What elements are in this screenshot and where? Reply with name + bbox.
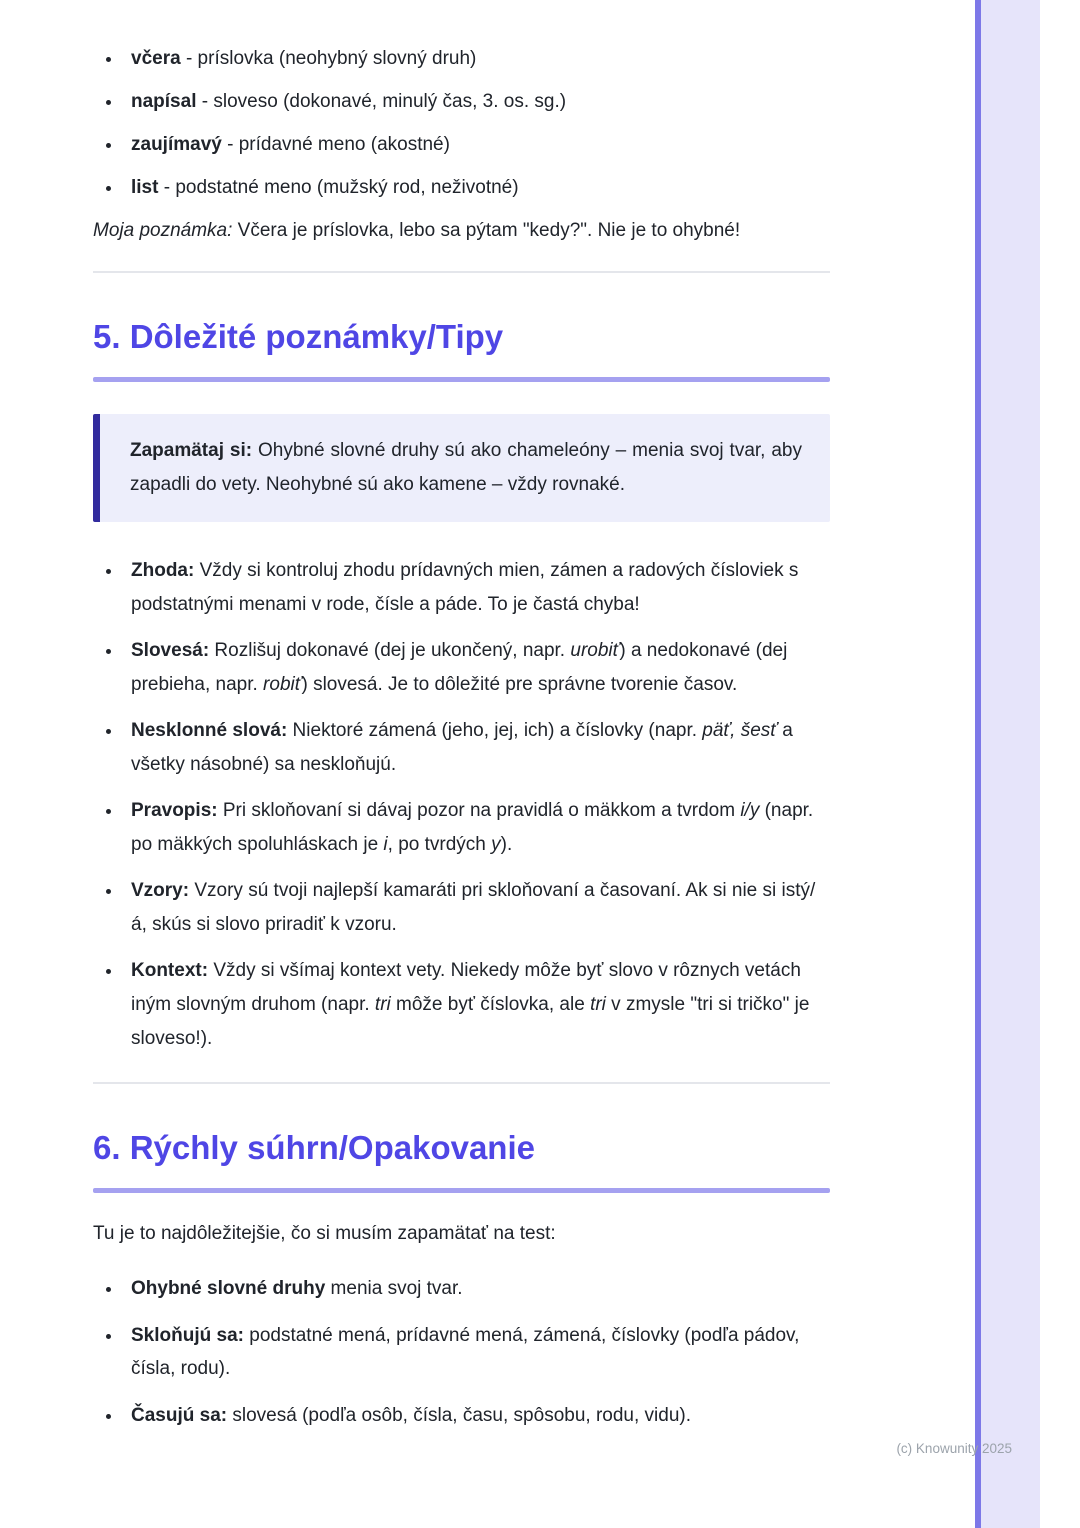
list-item: • Zhoda: Vždy si kontroluj zhodu prídavných mien, zámen a radových čísloviek s podstatnými menami v rode, čísle a páde. To je častá chyba!	[123, 554, 830, 622]
list-item: • Časujú sa: slovesá (podľa osôb, čísla, času, spôsobu, rodu, vidu).	[123, 1399, 830, 1432]
list-item: • zaujímavý - prídavné meno (akostné)	[123, 130, 830, 159]
word-analysis-list	[93, 44, 830, 202]
list-item: • list - podstatné meno (mužský rod, neživotné)	[123, 173, 830, 202]
list-item: • včera - príslovka (neohybný slovný druh)	[123, 44, 830, 73]
list-item: • Pravopis: Pri skloňovaní si dávaj pozor na pravidlá o mäkkom a tvrdom i/y (napr. po mäkkých spoluhláskach je i, po tvrdých y).	[123, 794, 830, 862]
callout-text: Zapamätaj si: Ohybné slovné druhy sú ako chameleóny – menia svoj tvar, aby zapadli do vety. Neohybné sú ako kamene – vždy rovnaké.	[130, 440, 802, 495]
right-accent-strip	[975, 0, 1040, 1528]
summary-list	[93, 1272, 830, 1432]
personal-note: Moja poznámka: Včera je príslovka, lebo sa pýtam "kedy?". Nie je to ohybné!	[93, 220, 741, 241]
callout-box	[93, 414, 830, 522]
list-item: • Skloňujú sa: podstatné mená, prídavné mená, zámená, číslovky (podľa pádov, čísla, rodu).	[123, 1319, 830, 1385]
section-6-title: 6. Rýchly súhrn/Opakovanie	[93, 1129, 535, 1166]
section-5-title: 5. Dôležité poznámky/Tipy	[93, 318, 504, 355]
list-item: • Vzory: Vzory sú tvoji najlepší kamaráti pri skloňovaní a časovaní. Ak si nie si istý/á, skús si slovo priradiť k vzoru.	[123, 874, 830, 942]
tips-list	[93, 554, 830, 1056]
list-item: • Slovesá: Rozlišuj dokonavé (dej je ukončený, napr. urobiť) a nedokonavé (dej prebieha, napr. robiť) slovesá. Je to dôležité pre správne tvorenie časov.	[123, 634, 830, 702]
summary-intro: Tu je to najdôležitejšie, čo si musím zapamätať na test:	[93, 1223, 556, 1244]
section-divider	[93, 1082, 830, 1084]
list-item: • Kontext: Vždy si všímaj kontext vety. Niekedy môže byť slovo v rôznych vetách iným slovným druhom (napr. tri môže byť číslovka, ale tri v zmysle "tri si tričko" je sloveso!).	[123, 954, 830, 1056]
section-divider	[93, 271, 830, 273]
list-item: • Ohybné slovné druhy menia svoj tvar.	[123, 1272, 830, 1305]
list-item: • napísal - sloveso (dokonavé, minulý čas, 3. os. sg.)	[123, 87, 830, 116]
list-item: • Nesklonné slová: Niektoré zámená (jeho, jej, ich) a číslovky (napr. päť, šesť a všetky násobné) sa neskloňujú.	[123, 714, 830, 782]
content-column	[93, 44, 830, 1446]
heading-underline	[93, 1188, 830, 1193]
copyright-text: (c) Knowunity 2025	[896, 1441, 1012, 1456]
heading-underline	[93, 377, 830, 382]
